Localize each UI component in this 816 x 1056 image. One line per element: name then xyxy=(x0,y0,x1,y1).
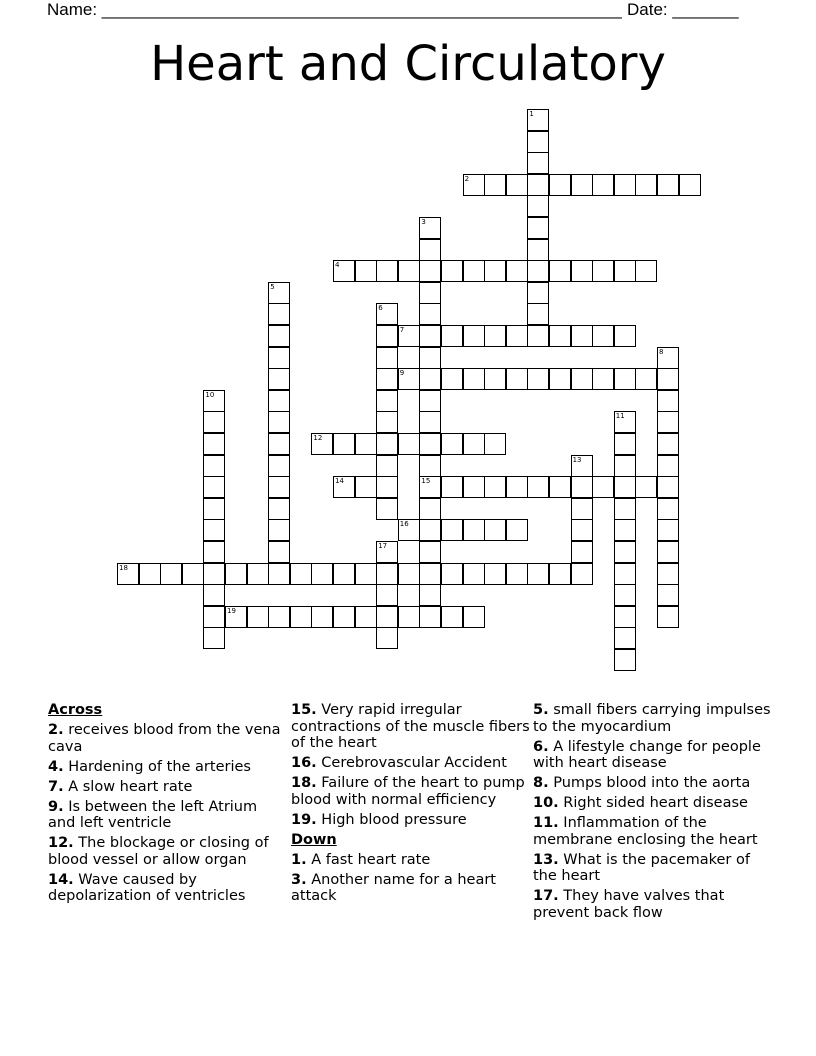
grid-cell[interactable] xyxy=(203,563,225,585)
grid-cell[interactable] xyxy=(419,455,441,477)
grid-cell[interactable] xyxy=(441,260,463,282)
clue-text: Cerebrovascular Accident xyxy=(321,755,507,771)
grid-cell[interactable] xyxy=(614,498,636,520)
clue-text: Is between the left Atrium and left ventricle xyxy=(48,798,258,831)
page-title: Heart and Circulatory xyxy=(150,36,666,92)
grid-cell[interactable] xyxy=(506,260,528,282)
clue-text: A lifestyle change for people with heart disease xyxy=(533,738,761,771)
grid-cell[interactable] xyxy=(355,563,377,585)
clue-across xyxy=(48,722,288,755)
grid-cell[interactable] xyxy=(419,563,441,585)
clue-num: 8. xyxy=(533,775,549,791)
grid-cell[interactable] xyxy=(247,563,269,585)
grid-cell[interactable] xyxy=(268,606,290,628)
grid-cell[interactable] xyxy=(117,563,139,585)
grid-cell[interactable] xyxy=(484,433,506,455)
grid-cell[interactable] xyxy=(506,563,528,585)
grid-cell[interactable] xyxy=(376,541,398,563)
grid-cell[interactable] xyxy=(571,476,593,498)
clue-down xyxy=(533,815,773,848)
grid-cell[interactable] xyxy=(657,498,679,520)
clue-num: 5. xyxy=(533,702,549,718)
grid-cell[interactable] xyxy=(614,541,636,563)
grid-cell[interactable] xyxy=(635,476,657,498)
grid-cell[interactable] xyxy=(139,563,161,585)
grid-cell[interactable] xyxy=(268,325,290,347)
grid-cell[interactable] xyxy=(463,606,485,628)
grid-cell[interactable] xyxy=(376,627,398,649)
grid-cell[interactable] xyxy=(527,368,549,390)
grid-cell[interactable] xyxy=(657,563,679,585)
grid-cell[interactable] xyxy=(398,563,420,585)
grid-cell[interactable] xyxy=(203,606,225,628)
grid-cell[interactable] xyxy=(441,519,463,541)
clue-down xyxy=(291,872,531,905)
grid-cell[interactable] xyxy=(527,260,549,282)
grid-cell[interactable] xyxy=(463,260,485,282)
grid-cell[interactable] xyxy=(419,260,441,282)
grid-cell[interactable] xyxy=(484,476,506,498)
grid-cell[interactable] xyxy=(268,541,290,563)
clue-num: 15. xyxy=(291,702,317,718)
clue-down xyxy=(533,888,773,921)
grid-cell[interactable] xyxy=(549,476,571,498)
grid-cell[interactable] xyxy=(635,174,657,196)
grid-cell[interactable] xyxy=(614,649,636,671)
clue-column-3 xyxy=(533,702,773,925)
grid-cell[interactable] xyxy=(614,411,636,433)
grid-cell[interactable] xyxy=(398,519,420,541)
name-line: Name: _______________________________________________________ xyxy=(47,0,622,19)
grid-cell[interactable] xyxy=(376,584,398,606)
grid-cell[interactable] xyxy=(203,476,225,498)
grid-cell[interactable] xyxy=(571,455,593,477)
grid-cell[interactable] xyxy=(657,584,679,606)
grid-cell[interactable] xyxy=(419,239,441,261)
grid-cell[interactable] xyxy=(203,411,225,433)
clue-num: 18. xyxy=(291,775,317,791)
clue-across xyxy=(48,872,288,905)
grid-cell[interactable] xyxy=(419,282,441,304)
grid-cell[interactable] xyxy=(549,260,571,282)
grid-cell[interactable] xyxy=(376,347,398,369)
grid-cell[interactable] xyxy=(614,519,636,541)
clue-num: 1. xyxy=(291,851,307,868)
clue-text: Right sided heart disease xyxy=(563,795,748,811)
clue-across xyxy=(48,759,288,776)
clue-number: 1 xyxy=(529,110,534,118)
clue-number: 18 xyxy=(119,563,128,572)
clue-across xyxy=(291,755,531,772)
clue-text: The blockage or closing of blood vessel or allow organ xyxy=(48,835,269,868)
clue-down xyxy=(533,852,773,885)
clue-num: 4. xyxy=(48,758,64,775)
clue-number: 15 xyxy=(421,477,431,486)
grid-cell[interactable] xyxy=(333,606,355,628)
grid-cell[interactable] xyxy=(419,303,441,325)
grid-cell[interactable] xyxy=(592,174,614,196)
grid-cell[interactable] xyxy=(484,260,506,282)
grid-cell[interactable] xyxy=(592,368,614,390)
grid-cell[interactable] xyxy=(419,476,441,498)
grid-cell[interactable] xyxy=(635,260,657,282)
clue-number: 3 xyxy=(421,218,426,226)
grid-cell[interactable] xyxy=(268,347,290,369)
grid-cell[interactable] xyxy=(376,411,398,433)
grid-cell[interactable] xyxy=(614,627,636,649)
grid-cell[interactable] xyxy=(441,368,463,390)
clue-across xyxy=(48,779,288,796)
grid-cell[interactable] xyxy=(527,282,549,304)
grid-cell[interactable] xyxy=(419,347,441,369)
grid-cell[interactable] xyxy=(614,368,636,390)
clue-number: 10 xyxy=(205,390,215,399)
grid-cell[interactable] xyxy=(571,260,593,282)
grid-cell[interactable] xyxy=(290,563,312,585)
grid-cell[interactable] xyxy=(441,433,463,455)
grid-cell[interactable] xyxy=(484,174,506,196)
clue-across xyxy=(291,775,531,808)
grid-cell[interactable] xyxy=(506,174,528,196)
clue-num: 2. xyxy=(48,722,64,738)
grid-cell[interactable] xyxy=(614,174,636,196)
clue-text: A fast heart rate xyxy=(311,851,431,868)
grid-cell[interactable] xyxy=(376,563,398,585)
clue-text: receives blood from the vena cava xyxy=(48,722,281,755)
clue-across xyxy=(291,812,531,829)
grid-cell[interactable] xyxy=(376,455,398,477)
grid-cell[interactable] xyxy=(657,390,679,412)
grid-cell[interactable] xyxy=(333,563,355,585)
grid-cell[interactable] xyxy=(311,563,333,585)
grid-cell[interactable] xyxy=(549,325,571,347)
clue-text: A slow heart rate xyxy=(68,778,193,795)
grid-cell[interactable] xyxy=(376,498,398,520)
grid-cell[interactable] xyxy=(506,325,528,347)
grid-cell[interactable] xyxy=(571,541,593,563)
grid-cell[interactable] xyxy=(657,606,679,628)
clue-text: Wave caused by depolarization of ventricles xyxy=(48,871,246,904)
clue-num: 14. xyxy=(48,871,74,888)
grid-cell[interactable] xyxy=(571,325,593,347)
clue-text: Another name for a heart attack xyxy=(291,871,496,904)
grid-cell[interactable] xyxy=(657,411,679,433)
clue-number: 11 xyxy=(615,412,625,421)
clue-text: Failure of the heart to pump blood with normal efficiency xyxy=(291,775,525,808)
clue-down xyxy=(533,775,773,792)
grid-cell[interactable] xyxy=(160,563,182,585)
clue-num: 10. xyxy=(533,795,559,811)
clue-text: Inflammation of the membrane enclosing the heart xyxy=(533,815,758,848)
grid-cell[interactable] xyxy=(527,303,549,325)
grid-cell[interactable] xyxy=(506,519,528,541)
clue-num: 3. xyxy=(291,871,307,888)
clue-num: 12. xyxy=(48,835,74,851)
grid-cell[interactable] xyxy=(527,217,549,239)
grid-cell[interactable] xyxy=(527,174,549,196)
clue-num: 6. xyxy=(533,738,549,755)
clue-text: What is the pacemaker of the heart xyxy=(533,851,750,884)
clue-text: Very rapid irregular contractions of the muscle fibers of the heart xyxy=(291,702,530,751)
clue-down xyxy=(533,739,773,772)
clue-number: 5 xyxy=(270,282,275,291)
grid-cell[interactable] xyxy=(398,260,420,282)
clue-down xyxy=(533,702,773,735)
clue-num: 17. xyxy=(533,888,559,904)
grid-cell[interactable] xyxy=(614,476,636,498)
grid-cell[interactable] xyxy=(419,541,441,563)
grid-cell[interactable] xyxy=(571,519,593,541)
clue-number: 6 xyxy=(378,304,383,313)
clue-number: 16 xyxy=(399,520,409,529)
grid-cell[interactable] xyxy=(247,606,269,628)
grid-cell[interactable] xyxy=(311,606,333,628)
grid-cell[interactable] xyxy=(614,563,636,585)
clue-heading: Down xyxy=(291,831,337,848)
grid-cell[interactable] xyxy=(527,109,549,131)
grid-cell[interactable] xyxy=(268,368,290,390)
grid-cell[interactable] xyxy=(463,476,485,498)
grid-cell[interactable] xyxy=(376,325,398,347)
clue-num: 13. xyxy=(533,851,559,868)
grid-cell[interactable] xyxy=(592,260,614,282)
grid-cell[interactable] xyxy=(203,498,225,520)
grid-cell[interactable] xyxy=(355,433,377,455)
clue-column-1 xyxy=(48,702,288,908)
clue-text: small fibers carrying impulses to the myocardium xyxy=(533,702,771,735)
grid-cell[interactable] xyxy=(441,563,463,585)
grid-cell[interactable] xyxy=(419,411,441,433)
grid-cell[interactable] xyxy=(484,519,506,541)
clue-number: 14 xyxy=(335,477,344,486)
clue-num: 7. xyxy=(48,778,64,795)
grid-cell[interactable] xyxy=(484,325,506,347)
grid-cell[interactable] xyxy=(592,476,614,498)
grid-cell[interactable] xyxy=(268,433,290,455)
grid-cell[interactable] xyxy=(463,368,485,390)
grid-cell[interactable] xyxy=(614,606,636,628)
grid-cell[interactable] xyxy=(376,433,398,455)
grid-cell[interactable] xyxy=(268,390,290,412)
grid-cell[interactable] xyxy=(614,325,636,347)
grid-cell[interactable] xyxy=(376,303,398,325)
grid-cell[interactable] xyxy=(614,433,636,455)
clue-num: 9. xyxy=(48,798,64,815)
grid-cell[interactable] xyxy=(333,260,355,282)
grid-cell[interactable] xyxy=(657,433,679,455)
grid-cell[interactable] xyxy=(419,498,441,520)
clue-number: 2 xyxy=(464,174,470,183)
grid-cell[interactable] xyxy=(657,368,679,390)
grid-cell[interactable] xyxy=(268,303,290,325)
grid-cell[interactable] xyxy=(376,606,398,628)
grid-cell[interactable] xyxy=(571,498,593,520)
clue-number: 8 xyxy=(659,347,664,356)
grid-cell[interactable] xyxy=(463,519,485,541)
grid-cell[interactable] xyxy=(463,563,485,585)
clue-text: Hardening of the arteries xyxy=(68,758,251,775)
grid-cell[interactable] xyxy=(484,563,506,585)
grid-cell[interactable] xyxy=(376,476,398,498)
grid-cell[interactable] xyxy=(203,390,225,412)
grid-cell[interactable] xyxy=(657,541,679,563)
grid-cell[interactable] xyxy=(463,325,485,347)
grid-cell[interactable] xyxy=(635,368,657,390)
clue-number: 17 xyxy=(378,542,388,550)
grid-cell[interactable] xyxy=(657,519,679,541)
grid-cell[interactable] xyxy=(571,174,593,196)
grid-cell[interactable] xyxy=(463,174,485,196)
clue-across xyxy=(291,702,531,752)
grid-cell[interactable] xyxy=(549,174,571,196)
grid-cell[interactable] xyxy=(268,282,290,304)
grid-cell[interactable] xyxy=(419,584,441,606)
grid-cell[interactable] xyxy=(484,368,506,390)
clue-across xyxy=(48,799,288,832)
grid-cell[interactable] xyxy=(419,433,441,455)
clue-down xyxy=(533,795,773,812)
grid-cell[interactable] xyxy=(549,563,571,585)
grid-cell[interactable] xyxy=(376,390,398,412)
grid-cell[interactable] xyxy=(657,174,679,196)
grid-cell[interactable] xyxy=(355,260,377,282)
grid-cell[interactable] xyxy=(290,606,312,628)
clue-text: High blood pressure xyxy=(321,811,467,828)
grid-cell[interactable] xyxy=(203,541,225,563)
grid-cell[interactable] xyxy=(527,131,549,153)
grid-cell[interactable] xyxy=(506,368,528,390)
grid-cell[interactable] xyxy=(441,476,463,498)
grid-cell[interactable] xyxy=(225,563,247,585)
grid-cell[interactable] xyxy=(182,563,204,585)
clue-number: 19 xyxy=(227,606,236,615)
grid-cell[interactable] xyxy=(333,433,355,455)
grid-cell[interactable] xyxy=(268,519,290,541)
grid-cell[interactable] xyxy=(614,455,636,477)
grid-cell[interactable] xyxy=(527,152,549,174)
clue-across xyxy=(48,835,288,868)
grid-cell[interactable] xyxy=(419,390,441,412)
grid-cell[interactable] xyxy=(355,606,377,628)
grid-cell[interactable] xyxy=(657,476,679,498)
grid-cell[interactable] xyxy=(419,519,441,541)
grid-cell[interactable] xyxy=(527,476,549,498)
clue-num: 19. xyxy=(291,811,317,828)
grid-cell[interactable] xyxy=(419,217,441,239)
grid-cell[interactable] xyxy=(657,455,679,477)
grid-cell[interactable] xyxy=(527,563,549,585)
grid-cell[interactable] xyxy=(311,433,333,455)
grid-cell[interactable] xyxy=(527,239,549,261)
grid-cell[interactable] xyxy=(203,627,225,649)
clue-number: 13 xyxy=(572,455,582,464)
clue-text: They have valves that prevent back flow xyxy=(533,888,725,921)
grid-cell[interactable] xyxy=(441,606,463,628)
grid-cell[interactable] xyxy=(614,584,636,606)
clue-number: 4 xyxy=(335,261,340,270)
grid-cell[interactable] xyxy=(527,195,549,217)
grid-cell[interactable] xyxy=(614,260,636,282)
grid-cell[interactable] xyxy=(225,606,247,628)
grid-cell[interactable] xyxy=(203,433,225,455)
clue-number: 12 xyxy=(313,434,323,442)
clue-number: 7 xyxy=(399,326,405,334)
grid-cell[interactable] xyxy=(506,476,528,498)
clue-heading: Across xyxy=(48,702,103,718)
grid-cell[interactable] xyxy=(549,368,571,390)
grid-cell[interactable] xyxy=(398,325,420,347)
grid-cell[interactable] xyxy=(419,606,441,628)
grid-cell[interactable] xyxy=(268,455,290,477)
grid-cell[interactable] xyxy=(571,563,593,585)
grid-cell[interactable] xyxy=(398,433,420,455)
grid-cell[interactable] xyxy=(333,476,355,498)
clue-column-2 xyxy=(291,702,531,908)
grid-cell[interactable] xyxy=(441,325,463,347)
grid-cell[interactable] xyxy=(376,368,398,390)
grid-cell[interactable] xyxy=(679,174,701,196)
grid-cell[interactable] xyxy=(203,455,225,477)
grid-cell[interactable] xyxy=(268,498,290,520)
grid-cell[interactable] xyxy=(268,411,290,433)
grid-cell[interactable] xyxy=(463,433,485,455)
grid-cell[interactable] xyxy=(355,476,377,498)
clue-num: 11. xyxy=(533,815,559,831)
grid-cell[interactable] xyxy=(268,476,290,498)
grid-cell[interactable] xyxy=(571,368,593,390)
grid-cell[interactable] xyxy=(398,606,420,628)
grid-cell[interactable] xyxy=(657,347,679,369)
grid-cell[interactable] xyxy=(592,325,614,347)
clue-number: 9 xyxy=(399,369,405,378)
grid-cell[interactable] xyxy=(419,368,441,390)
grid-cell[interactable] xyxy=(376,260,398,282)
grid-cell[interactable] xyxy=(419,325,441,347)
clue-down xyxy=(291,852,531,869)
grid-cell[interactable] xyxy=(268,563,290,585)
grid-cell[interactable] xyxy=(203,519,225,541)
grid-cell[interactable] xyxy=(527,325,549,347)
grid-cell[interactable] xyxy=(203,584,225,606)
date-line: Date: _______ xyxy=(627,0,739,19)
grid-cell[interactable] xyxy=(398,368,420,390)
clue-text: Pumps blood into the aorta xyxy=(553,775,751,791)
clue-num: 16. xyxy=(291,755,317,771)
